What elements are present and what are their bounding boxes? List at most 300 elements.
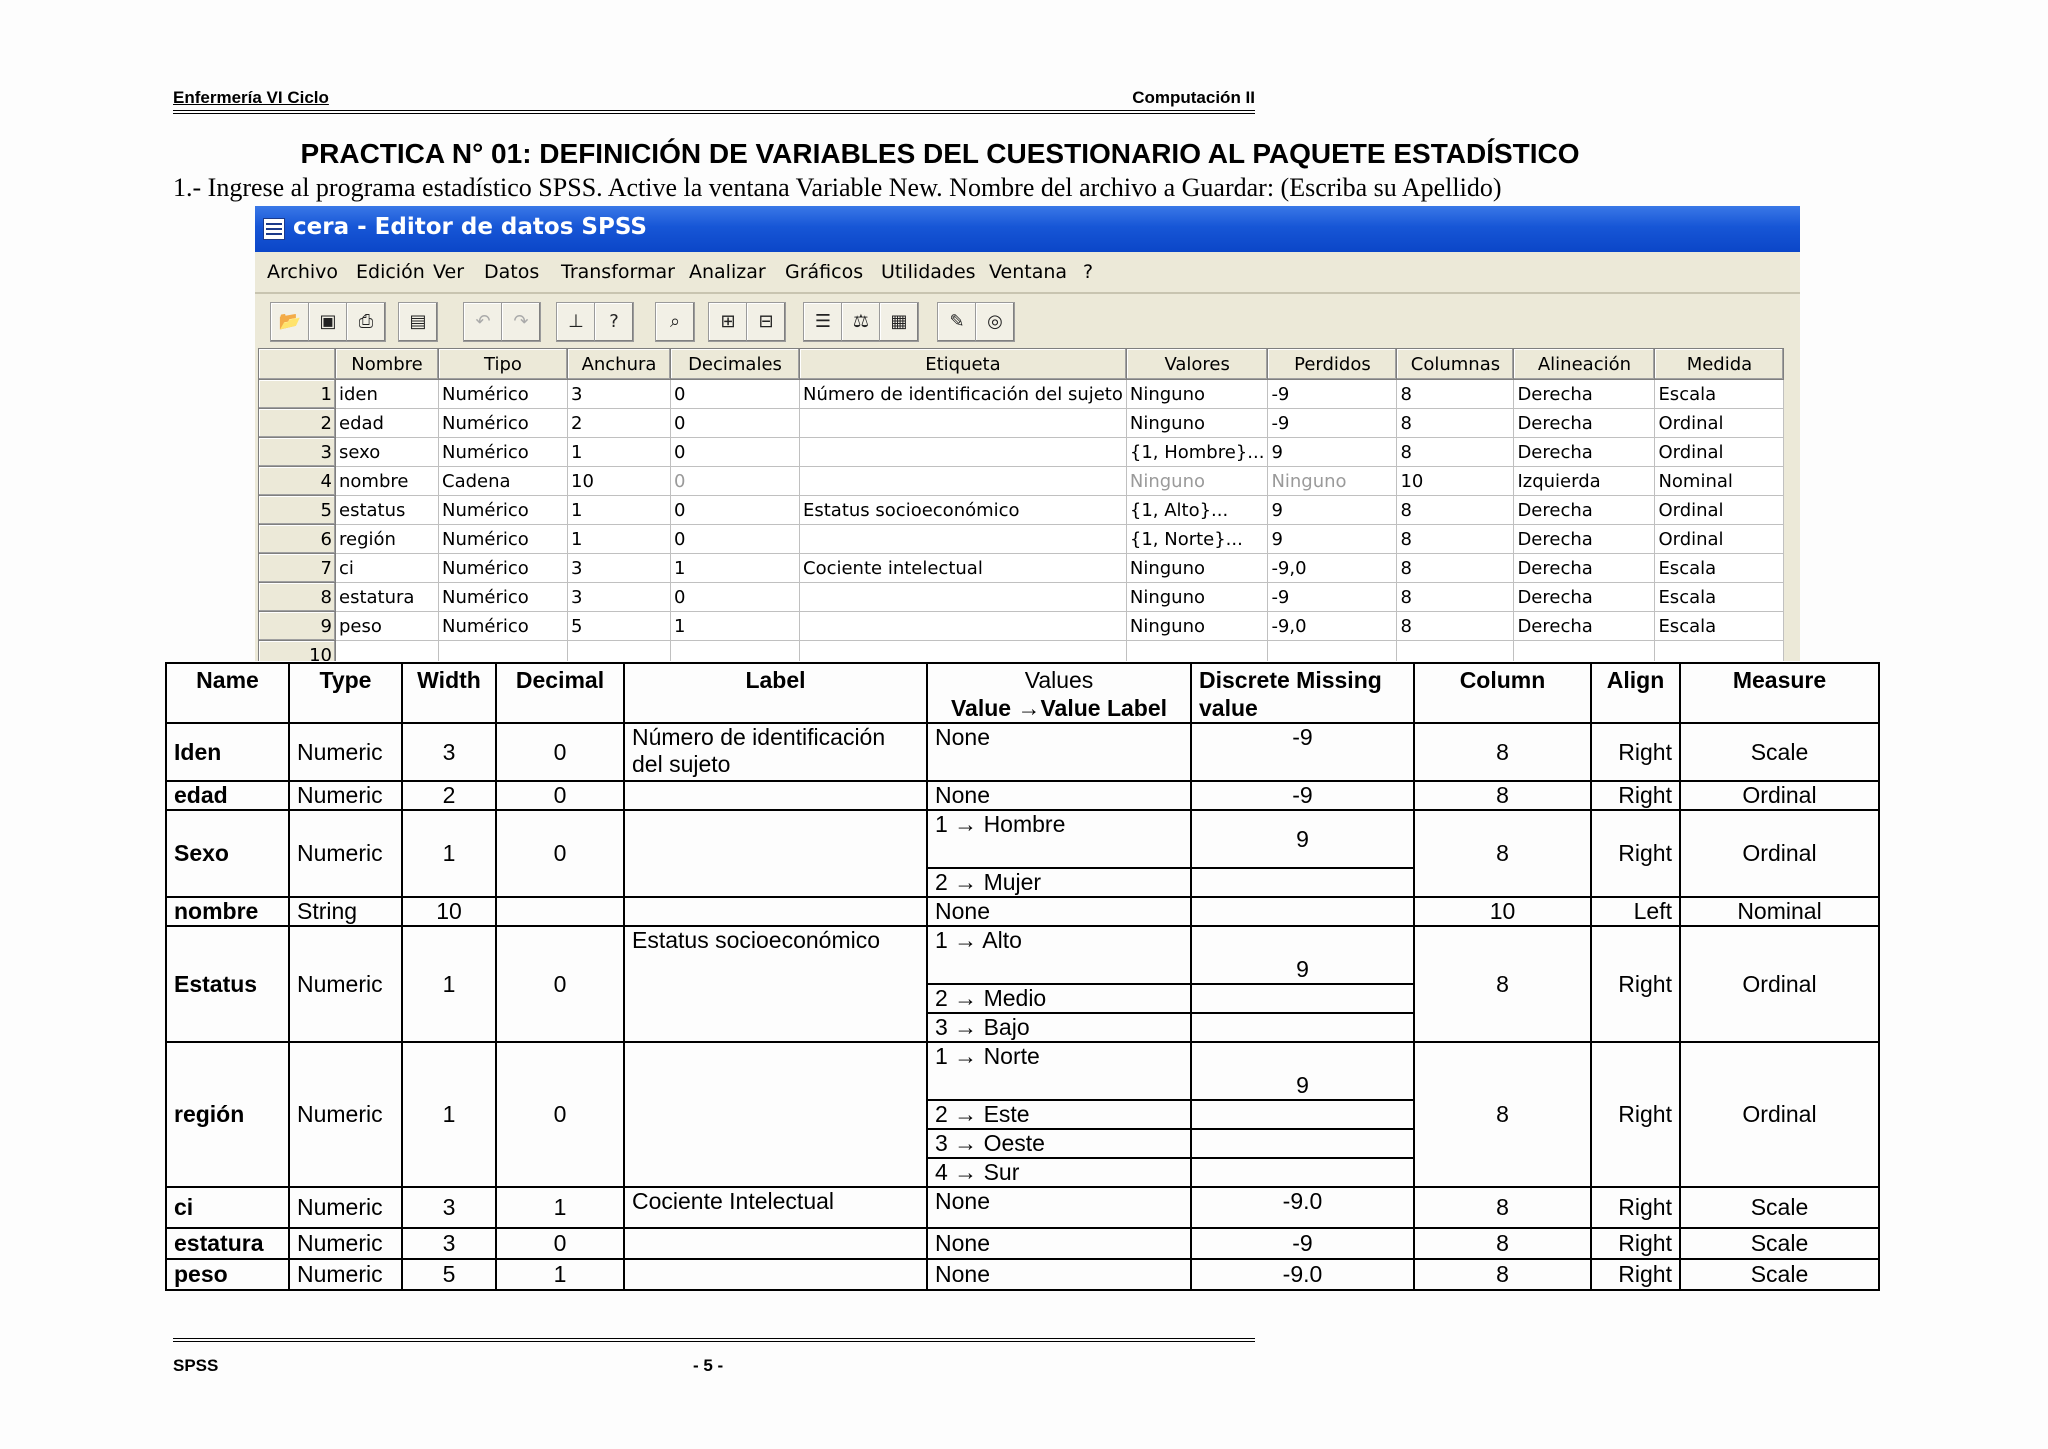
split-file-icon[interactable]: ☰	[803, 302, 843, 342]
cell-label	[624, 1042, 927, 1187]
cell-column: 8	[1414, 1187, 1591, 1228]
cell-values: None	[927, 1259, 1191, 1290]
cell-align: Right	[1591, 1187, 1680, 1228]
header-values-line1: Values	[1024, 667, 1094, 693]
cell-values: None	[927, 1228, 1191, 1259]
menu-help[interactable]: ?	[1083, 261, 1094, 283]
menu-bar	[255, 252, 1800, 294]
cell-align: Right	[1591, 723, 1680, 781]
menu-datos[interactable]: Datos	[484, 261, 540, 283]
toolbar	[258, 296, 1800, 356]
menu-transformar[interactable]: Transformar	[561, 261, 675, 283]
cell-name: Estatus	[166, 926, 289, 1042]
cell-missing: -9	[1191, 1228, 1414, 1259]
header-missing-line2: value	[1199, 695, 1258, 721]
cell-valores[interactable]: {1, Alto}...	[1126, 496, 1268, 525]
cell-decimal: 0	[496, 1228, 624, 1259]
col-alineacion[interactable]: Alineación	[1514, 349, 1655, 380]
menu-utilidades[interactable]: Utilidades	[881, 261, 976, 283]
cell-perdidos[interactable]: 9	[1268, 525, 1397, 554]
cell-columnas[interactable]: 8	[1397, 612, 1514, 641]
cell-align: Right	[1591, 1042, 1680, 1187]
cell-measure: Scale	[1680, 1259, 1879, 1290]
header-measure: Measure	[1680, 663, 1879, 723]
menu-ver[interactable]: Ver	[433, 261, 465, 283]
cell-label: Estatus socioeconómico	[624, 926, 927, 1042]
grid-row	[259, 409, 1784, 438]
cell-width: 3	[402, 723, 496, 781]
variables-info-icon[interactable]: ?	[594, 302, 634, 342]
cell-perdidos[interactable]: -9,0	[1268, 612, 1397, 641]
cell-anchura[interactable]: 1	[568, 438, 671, 467]
cell-align: Right	[1591, 810, 1680, 897]
cell-width: 1	[402, 810, 496, 897]
cell-decimal: 0	[496, 781, 624, 810]
cell-tipo[interactable]: Numérico	[439, 438, 568, 467]
cell-medida[interactable]: Escala	[1655, 583, 1784, 612]
cell-decimales[interactable]: 1	[671, 554, 800, 583]
header-missing	[1191, 663, 1414, 723]
cell-nombre[interactable]: edad	[336, 409, 439, 438]
cell-decimales[interactable]: 1	[671, 612, 800, 641]
cell-columnas[interactable]: 8	[1397, 438, 1514, 467]
col-columnas[interactable]: Columnas	[1397, 349, 1514, 380]
cell-missing	[1191, 897, 1414, 926]
cell-etiqueta[interactable]	[800, 409, 1127, 438]
row-number[interactable]: 2	[259, 409, 336, 438]
cell-empty[interactable]	[439, 641, 568, 662]
cell-missing: 9	[1191, 1042, 1414, 1100]
cell-missing-empty	[1191, 984, 1414, 1013]
cell-etiqueta[interactable]	[800, 467, 1127, 496]
cell-value-option: 2 → Este	[927, 1100, 1191, 1129]
row-number[interactable]: 4	[259, 467, 336, 496]
cell-etiqueta[interactable]: Estatus socioeconómico	[800, 496, 1127, 525]
cell-type: Numeric	[289, 926, 402, 1042]
col-tipo[interactable]: Tipo	[439, 349, 568, 380]
cell-missing-empty	[1191, 1100, 1414, 1129]
cell-name: estatura	[166, 1228, 289, 1259]
page-footer	[173, 1338, 1255, 1375]
cell-tipo[interactable]: Numérico	[439, 380, 568, 409]
header-missing-line1: Discrete Missing	[1199, 667, 1382, 693]
cell-width: 10	[402, 897, 496, 926]
table-row	[166, 1259, 1879, 1290]
table-row	[166, 1187, 1879, 1228]
cell-empty[interactable]	[1126, 641, 1268, 662]
cell-empty[interactable]	[1514, 641, 1655, 662]
cell-decimal	[496, 897, 624, 926]
cell-valores[interactable]: Ninguno	[1126, 467, 1268, 496]
cell-width: 1	[402, 1042, 496, 1187]
cell-value-option: 1 → Alto	[927, 926, 1191, 984]
cell-decimales[interactable]: 0	[671, 409, 800, 438]
cell-value-option: 2 → Medio	[927, 984, 1191, 1013]
cell-column: 8	[1414, 723, 1591, 781]
cell-nombre[interactable]: sexo	[336, 438, 439, 467]
cell-decimales[interactable]: 0	[671, 380, 800, 409]
cell-type: Numeric	[289, 1042, 402, 1187]
cell-type: String	[289, 897, 402, 926]
cell-decimales[interactable]: 0	[671, 583, 800, 612]
cell-measure: Ordinal	[1680, 810, 1879, 897]
cell-medida[interactable]: Ordinal	[1655, 409, 1784, 438]
cell-nombre[interactable]: iden	[336, 380, 439, 409]
cell-missing: 9	[1191, 926, 1414, 984]
cell-value-option: 1 → Norte	[927, 1042, 1191, 1100]
grid-row	[259, 380, 1784, 409]
cell-value-option: 1 → Hombre	[927, 810, 1191, 868]
table-row	[166, 723, 1879, 781]
header-name: Name	[166, 663, 289, 723]
cell-type: Numeric	[289, 723, 402, 781]
cell-decimal: 0	[496, 926, 624, 1042]
cell-medida[interactable]: Ordinal	[1655, 496, 1784, 525]
cell-columnas[interactable]: 8	[1397, 496, 1514, 525]
header-column: Column	[1414, 663, 1591, 723]
cell-nombre[interactable]: estatura	[336, 583, 439, 612]
cell-column: 8	[1414, 1259, 1591, 1290]
cell-anchura[interactable]: 3	[568, 380, 671, 409]
cell-column: 8	[1414, 926, 1591, 1042]
cell-medida[interactable]: Escala	[1655, 554, 1784, 583]
col-anchura[interactable]: Anchura	[568, 349, 671, 380]
cell-label	[624, 897, 927, 926]
cell-label	[624, 810, 927, 897]
cell-label	[624, 781, 927, 810]
cell-width: 3	[402, 1228, 496, 1259]
grid-row	[259, 641, 1784, 662]
cell-missing-empty	[1191, 1013, 1414, 1042]
cell-etiqueta[interactable]: Cociente intelectual	[800, 554, 1127, 583]
find-icon[interactable]: ⌕	[655, 302, 695, 342]
cell-alineacion[interactable]: Derecha	[1514, 380, 1655, 409]
header-width: Width	[402, 663, 496, 723]
grid-row	[259, 554, 1784, 583]
row-number[interactable]: 8	[259, 583, 336, 612]
footer-label: SPSS	[173, 1356, 219, 1375]
cell-align: Right	[1591, 926, 1680, 1042]
cell-type: Numeric	[289, 810, 402, 897]
grid-row	[259, 496, 1784, 525]
grid-row	[259, 438, 1784, 467]
cell-name: nombre	[166, 897, 289, 926]
row-number[interactable]: 5	[259, 496, 336, 525]
cell-anchura[interactable]: 10	[568, 467, 671, 496]
cell-label	[624, 1228, 927, 1259]
row-number[interactable]: 6	[259, 525, 336, 554]
col-nombre[interactable]: Nombre	[336, 349, 439, 380]
cell-measure: Ordinal	[1680, 1042, 1879, 1187]
cell-alineacion[interactable]: Derecha	[1514, 438, 1655, 467]
cell-perdidos[interactable]: -9	[1268, 583, 1397, 612]
cell-measure: Ordinal	[1680, 926, 1879, 1042]
menu-archivo[interactable]: Archivo	[267, 261, 339, 283]
spreadsheet-icon	[263, 218, 285, 240]
menu-edicion[interactable]: Edición	[356, 261, 425, 283]
undo-icon[interactable]: ↶	[463, 302, 503, 342]
select-cases-icon[interactable]: ▦	[879, 302, 919, 342]
cell-measure: Scale	[1680, 1187, 1879, 1228]
cell-etiqueta[interactable]: Número de identificación del sujeto	[800, 380, 1127, 409]
redo-icon[interactable]: ↷	[501, 302, 541, 342]
col-perdidos[interactable]: Perdidos	[1268, 349, 1397, 380]
cell-anchura[interactable]: 1	[568, 496, 671, 525]
cell-valores[interactable]: Ninguno	[1126, 554, 1268, 583]
cell-value-option: 3 → Bajo	[927, 1013, 1191, 1042]
value-labels-icon[interactable]: ✎	[937, 302, 977, 342]
cell-anchura[interactable]: 1	[568, 525, 671, 554]
cell-medida[interactable]: Nominal	[1655, 467, 1784, 496]
cell-etiqueta[interactable]	[800, 583, 1127, 612]
cell-label: Número de identificación del sujeto	[624, 723, 927, 781]
cell-decimales[interactable]: 0	[671, 525, 800, 554]
cell-nombre[interactable]: ci	[336, 554, 439, 583]
cell-etiqueta[interactable]	[800, 525, 1127, 554]
cell-decimales[interactable]: 0	[671, 467, 800, 496]
insert-case-icon[interactable]: ⊞	[708, 302, 748, 342]
col-decimales[interactable]: Decimales	[671, 349, 800, 380]
cell-tipo[interactable]: Numérico	[439, 554, 568, 583]
cell-missing-empty	[1191, 868, 1414, 897]
header-course: Enfermería VI Ciclo	[173, 88, 329, 107]
instruction-text: 1.- Ingrese al programa estadístico SPSS. Active la ventana Variable New. Nombre del archivo a Guardar: (Escriba su Apellido)	[173, 173, 1502, 202]
cell-medida[interactable]: Escala	[1655, 380, 1784, 409]
cell-missing: -9.0	[1191, 1187, 1414, 1228]
cell-valores[interactable]: {1, Hombre}...	[1126, 438, 1268, 467]
page-number: - 5 -	[693, 1356, 724, 1375]
cell-type: Numeric	[289, 1228, 402, 1259]
row-number[interactable]: 10	[259, 641, 336, 662]
menu-analizar[interactable]: Analizar	[689, 261, 766, 283]
cell-anchura[interactable]: 3	[568, 583, 671, 612]
cell-empty[interactable]	[1268, 641, 1397, 662]
cell-decimal: 0	[496, 1042, 624, 1187]
cell-columnas[interactable]: 8	[1397, 554, 1514, 583]
menu-ventana[interactable]: Ventana	[989, 261, 1068, 283]
cell-missing: -9	[1191, 781, 1414, 810]
insert-variable-icon[interactable]: ⊟	[746, 302, 786, 342]
window-title: cera - Editor de datos SPSS	[293, 214, 647, 240]
page-header	[173, 86, 1255, 114]
cell-alineacion[interactable]: Derecha	[1514, 496, 1655, 525]
cell-name: peso	[166, 1259, 289, 1290]
page-title: PRACTICA N° 01: DEFINICIÓN DE VARIABLES DEL CUESTIONARIO AL PAQUETE ESTADÍSTICO	[300, 138, 1580, 169]
cell-alineacion[interactable]: Derecha	[1514, 554, 1655, 583]
cell-values: None	[927, 1187, 1191, 1228]
table-row	[166, 897, 1879, 926]
cell-perdidos[interactable]: -9,0	[1268, 554, 1397, 583]
cell-anchura[interactable]: 5	[568, 612, 671, 641]
cell-values: None	[927, 781, 1191, 810]
grid-row	[259, 583, 1784, 612]
header-values-line2: Value →Value Label	[950, 695, 1168, 721]
cell-nombre[interactable]: región	[336, 525, 439, 554]
grid-row	[259, 612, 1784, 641]
cell-decimal: 0	[496, 723, 624, 781]
cell-tipo[interactable]: Numérico	[439, 525, 568, 554]
table-row	[166, 810, 1879, 868]
cell-etiqueta[interactable]	[800, 438, 1127, 467]
grid-corner[interactable]	[259, 349, 336, 380]
cell-nombre[interactable]: nombre	[336, 467, 439, 496]
cell-name: región	[166, 1042, 289, 1187]
cell-value-option: 3 → Oeste	[927, 1129, 1191, 1158]
table-row	[166, 926, 1879, 984]
cell-alineacion[interactable]: Derecha	[1514, 409, 1655, 438]
header-type: Type	[289, 663, 402, 723]
cell-valores[interactable]: Ninguno	[1126, 380, 1268, 409]
cell-tipo[interactable]: Numérico	[439, 409, 568, 438]
cell-alineacion[interactable]: Izquierda	[1514, 467, 1655, 496]
cell-type: Numeric	[289, 781, 402, 810]
cell-perdidos[interactable]: Ninguno	[1268, 467, 1397, 496]
cell-align: Right	[1591, 1228, 1680, 1259]
cell-column: 8	[1414, 1228, 1591, 1259]
cell-tipo[interactable]: Numérico	[439, 612, 568, 641]
variable-definition-table	[165, 662, 1880, 1291]
cell-medida[interactable]: Ordinal	[1655, 525, 1784, 554]
save-icon[interactable]: ▣	[308, 302, 348, 342]
cell-values: None	[927, 897, 1191, 926]
cell-empty[interactable]	[800, 641, 1127, 662]
cell-missing: 9	[1191, 810, 1414, 868]
cell-perdidos[interactable]: 9	[1268, 438, 1397, 467]
variable-view-grid	[258, 348, 1784, 661]
cell-perdidos[interactable]: -9	[1268, 380, 1397, 409]
grid-row	[259, 467, 1784, 496]
spss-window	[255, 206, 1800, 661]
header-align: Align	[1591, 663, 1680, 723]
cell-empty[interactable]	[1397, 641, 1514, 662]
cell-column: 8	[1414, 781, 1591, 810]
table-row	[166, 1228, 1879, 1259]
cell-valores[interactable]: Ninguno	[1126, 409, 1268, 438]
cell-missing: -9.0	[1191, 1259, 1414, 1290]
cell-decimal: 1	[496, 1259, 624, 1290]
cell-columnas[interactable]: 8	[1397, 525, 1514, 554]
header-values	[927, 663, 1191, 723]
cell-column: 8	[1414, 1042, 1591, 1187]
cell-label: Cociente Intelectual	[624, 1187, 927, 1228]
weight-cases-icon[interactable]: ⚖	[841, 302, 881, 342]
cell-empty[interactable]	[671, 641, 800, 662]
cell-tipo[interactable]: Numérico	[439, 583, 568, 612]
cell-align: Right	[1591, 781, 1680, 810]
header-subject: Computación II	[1132, 88, 1255, 107]
cell-alineacion[interactable]: Derecha	[1514, 612, 1655, 641]
cell-column: 8	[1414, 810, 1591, 897]
cell-alineacion[interactable]: Derecha	[1514, 525, 1655, 554]
cell-medida[interactable]: Escala	[1655, 612, 1784, 641]
cell-tipo[interactable]: Numérico	[439, 496, 568, 525]
cell-measure: Nominal	[1680, 897, 1879, 926]
cell-tipo[interactable]: Cadena	[439, 467, 568, 496]
cell-decimales[interactable]: 0	[671, 438, 800, 467]
cell-label	[624, 1259, 927, 1290]
col-etiqueta[interactable]: Etiqueta	[800, 349, 1127, 380]
cell-decimales[interactable]: 0	[671, 496, 800, 525]
menu-graficos[interactable]: Gráficos	[785, 261, 864, 283]
cell-nombre[interactable]: estatus	[336, 496, 439, 525]
cell-empty[interactable]	[336, 641, 439, 662]
table-row	[166, 781, 1879, 810]
col-valores[interactable]: Valores	[1126, 349, 1268, 380]
cell-medida[interactable]: Ordinal	[1655, 438, 1784, 467]
cell-valores[interactable]: Ninguno	[1126, 583, 1268, 612]
cell-column: 10	[1414, 897, 1591, 926]
cell-anchura[interactable]: 3	[568, 554, 671, 583]
cell-width: 5	[402, 1259, 496, 1290]
grid-row	[259, 525, 1784, 554]
cell-width: 2	[402, 781, 496, 810]
cell-name: edad	[166, 781, 289, 810]
cell-missing-empty	[1191, 1158, 1414, 1187]
col-medida[interactable]: Medida	[1655, 349, 1784, 380]
cell-perdidos[interactable]: -9	[1268, 409, 1397, 438]
cell-type: Numeric	[289, 1259, 402, 1290]
cell-align: Right	[1591, 1259, 1680, 1290]
cell-empty[interactable]	[1655, 641, 1784, 662]
dialog-recall-icon[interactable]: ▤	[398, 302, 438, 342]
cell-name: Iden	[166, 723, 289, 781]
cell-columnas[interactable]: 8	[1397, 409, 1514, 438]
cell-anchura[interactable]: 2	[568, 409, 671, 438]
cell-empty[interactable]	[568, 641, 671, 662]
print-icon[interactable]: ⎙	[346, 302, 386, 342]
table-row	[166, 1042, 1879, 1100]
cell-columnas[interactable]: 10	[1397, 467, 1514, 496]
cell-valores[interactable]: {1, Norte}...	[1126, 525, 1268, 554]
row-number[interactable]: 1	[259, 380, 336, 409]
cell-align: Left	[1591, 897, 1680, 926]
cell-width: 1	[402, 926, 496, 1042]
cell-name: Sexo	[166, 810, 289, 897]
cell-valores[interactable]: Ninguno	[1126, 612, 1268, 641]
row-number[interactable]: 7	[259, 554, 336, 583]
window-titlebar[interactable]	[255, 206, 1800, 252]
cell-values: None	[927, 723, 1191, 781]
cell-measure: Scale	[1680, 723, 1879, 781]
cell-missing-empty	[1191, 1129, 1414, 1158]
row-number[interactable]: 3	[259, 438, 336, 467]
table-header-row	[166, 663, 1879, 723]
cell-perdidos[interactable]: 9	[1268, 496, 1397, 525]
cell-measure: Scale	[1680, 1228, 1879, 1259]
cell-columnas[interactable]: 8	[1397, 583, 1514, 612]
cell-alineacion[interactable]: Derecha	[1514, 583, 1655, 612]
header-label: Label	[624, 663, 927, 723]
goto-chart-icon[interactable]: ⊥	[556, 302, 596, 342]
cell-etiqueta[interactable]	[800, 612, 1127, 641]
cell-decimal: 1	[496, 1187, 624, 1228]
cell-width: 3	[402, 1187, 496, 1228]
cell-value-option: 4 → Sur	[927, 1158, 1191, 1187]
cell-missing: -9	[1191, 723, 1414, 781]
row-number[interactable]: 9	[259, 612, 336, 641]
cell-name: ci	[166, 1187, 289, 1228]
open-folder-icon[interactable]: 📂	[270, 302, 310, 342]
cell-columnas[interactable]: 8	[1397, 380, 1514, 409]
cell-value-option: 2 → Mujer	[927, 868, 1191, 897]
header-decimal: Decimal	[496, 663, 624, 723]
cell-measure: Ordinal	[1680, 781, 1879, 810]
cell-type: Numeric	[289, 1187, 402, 1228]
grid-header-row	[259, 349, 1784, 380]
cell-decimal: 0	[496, 810, 624, 897]
use-sets-icon[interactable]: ◎	[975, 302, 1015, 342]
cell-nombre[interactable]: peso	[336, 612, 439, 641]
